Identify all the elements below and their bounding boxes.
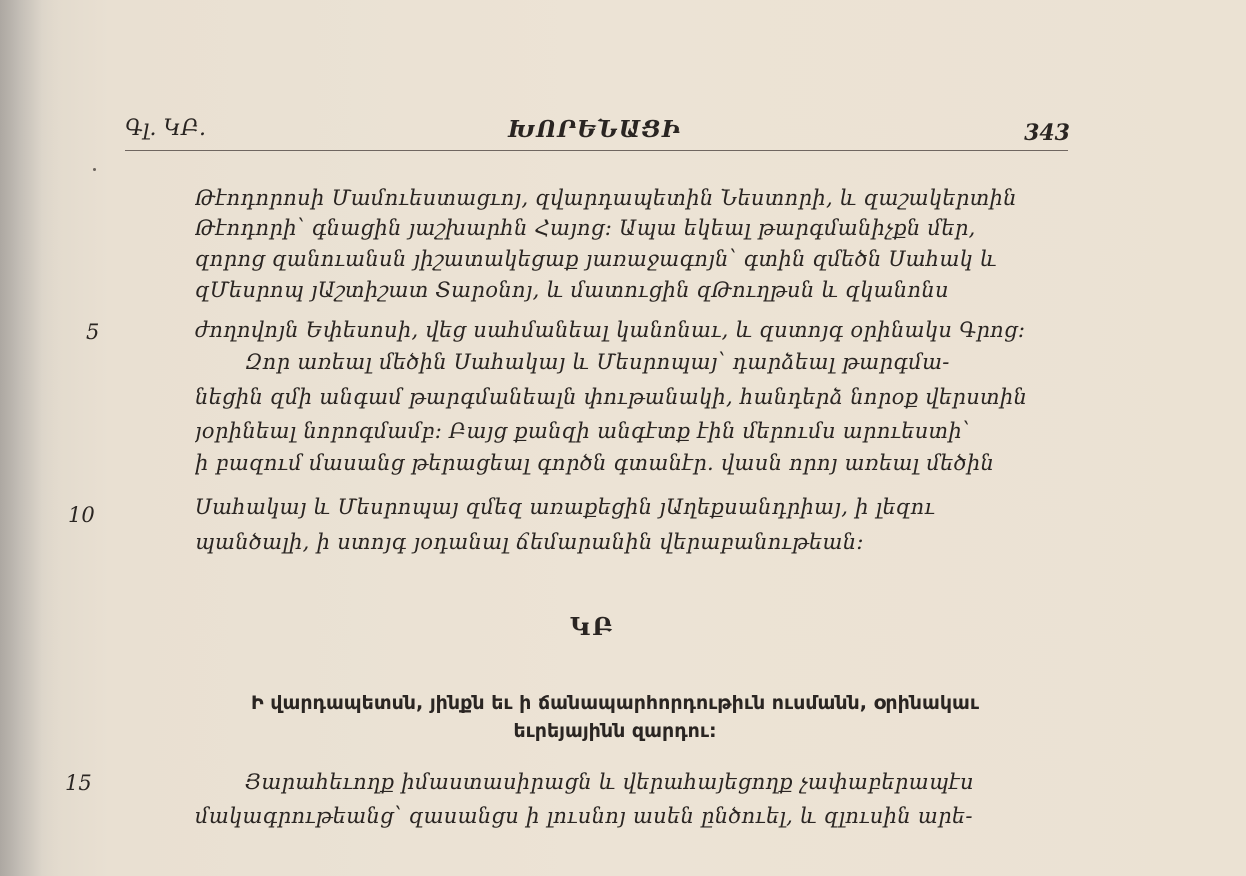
section-number: ԿԲ [570,612,615,641]
text-line: Թէոդորոսի Մամուեստացւոյ, զվարդապետին Նեստորի, և զաշակերտին [195,186,1017,210]
section-heading-line: եւրեյայինն զարդու: [513,720,717,742]
text-line: զՄեսրոպ յԱշտիշատ Տարօնոյ, և մատուցին զԹուղթսն և զկանոնս [195,278,949,302]
book-title: ԽՈՐԵՆԱՑԻ [508,116,682,143]
line-number: 15 [65,771,92,795]
text-line: Թէոդորի՝ գնացին յաշխարհն Հայոց։ Ապա եկեալ թարգմանիչքն մեր, [195,216,976,240]
text-line: մակագրութեանց՝ զասանցս ի լուսնոյ ասեն ընծուել, և զլուսին արե- [195,804,973,828]
text-line: պանծալի, ի ստոյգ յօդանալ ճեմարանին վերաբանութեան։ [195,530,864,554]
text-line: Յարահեւողք իմաստասիրացն և վերահայեցողք չափաբերապէս [245,770,974,794]
text-line: յօրինեալ նորոգմամբ։ Բայց քանզի անգէտք էին մերումս արուեստի՝ [195,419,970,443]
chapter-label: Գլ. ԿԲ. [125,116,206,141]
text-line: ժողովոյն Եփեսոսի, վեց սահմանեալ կանոնաւ, և զստոյգ օրինակս Գրոց։ [195,318,1026,342]
line-number: 10 [68,503,95,527]
page-number: 343 [1024,120,1070,146]
text-line: Սահակայ և Մեսրոպայ զմեզ առաքեցին յԱղեքսանդրիայ, ի լեզու [195,495,936,519]
text-line: Զոր առեալ մեծին Սահակայ և Մեսրոպայ՝ դարձեալ թարգմա- [245,350,950,374]
header-rule [125,150,1068,151]
section-heading-line: Ի վարդապետսն, յինքն եւ ի ճանապարհորդութիւն ուսմանն, օրինակաւ [251,692,979,714]
text-line: զորոց զանուանսն յիշատակեցաք յառաջագոյն՝ գտին զմեծն Սահակ և [195,247,997,271]
print-speck [93,168,96,171]
running-head [125,112,1070,152]
line-number: 5 [86,320,100,344]
text-line: ի բազում մասանց թերացեալ գործն գտանէր. վասն որոյ առեալ մեծին [195,451,995,475]
text-line: նեցին զմի անգամ թարգմանեալն փութանակի, հանդերձ նորօք վերստին [195,385,1028,409]
